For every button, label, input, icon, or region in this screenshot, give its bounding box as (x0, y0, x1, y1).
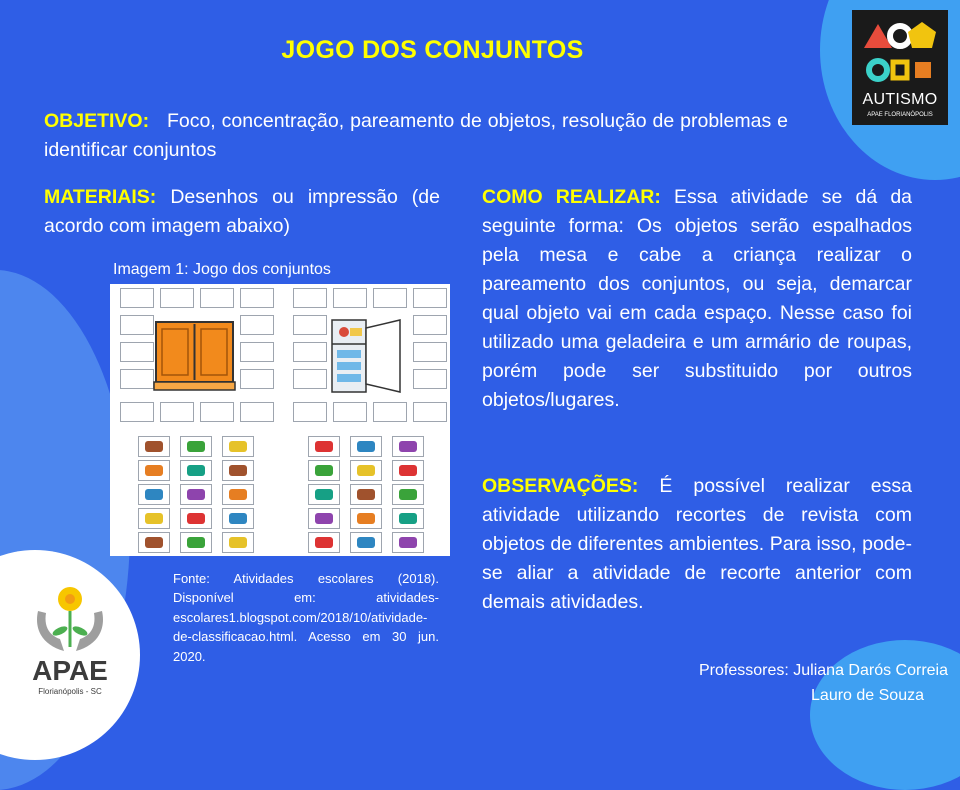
picture-card (138, 460, 170, 481)
teachers-line-1: Professores: Juliana Darós Correia (699, 662, 948, 679)
apae-logo (20, 575, 138, 705)
objetivo-label: OBJETIVO: (44, 110, 150, 132)
como-realizar-label: COMO REALIZAR: (482, 186, 661, 208)
empty-slot (413, 342, 447, 362)
empty-slot (333, 288, 367, 308)
observacoes-section (482, 472, 912, 617)
refrigerator-illustration (328, 318, 408, 394)
empty-slot (240, 288, 274, 308)
empty-slot (293, 342, 327, 362)
empty-slot (413, 369, 447, 389)
empty-slot (293, 402, 327, 422)
materiais-text: Desenhos ou impressão (de acordo com imagem abaixo) (44, 186, 440, 237)
picture-card (350, 508, 382, 529)
empty-slot (120, 402, 154, 422)
como-realizar-text: Essa atividade se dá da seguinte forma: Os objetos serão espalhados pela mesa e cabe a criança realizar o pareamento dos conjuntos, ou seja, demarcar qual objeto vai em cada espaço. Nesse caso foi utilizado uma geladeira e um armário de roupas, porém pode ser substituido por outros objetos/lugares. (482, 186, 913, 411)
picture-card (392, 484, 424, 505)
activity-image (110, 284, 450, 556)
empty-slot (293, 315, 327, 335)
empty-slot (120, 369, 154, 389)
picture-card (350, 532, 382, 553)
materiais-label: MATERIAIS: (44, 186, 157, 208)
page-title: JOGO DOS CONJUNTOS (281, 36, 584, 64)
picture-card (222, 460, 254, 481)
picture-card (222, 532, 254, 553)
picture-card (308, 508, 340, 529)
como-realizar-section (482, 183, 912, 415)
teachers-line-2: Lauro de Souza (811, 687, 924, 704)
autismo-logo-title: AUTISMO (862, 91, 938, 108)
empty-slot (200, 402, 234, 422)
apae-logo-subtitle: Florianópolis - SC (38, 687, 102, 696)
observacoes-label: OBSERVAÇÕES: (482, 475, 639, 497)
empty-slot (293, 288, 327, 308)
figure-caption: Imagem 1: Jogo dos conjuntos (113, 261, 331, 278)
empty-slot (200, 288, 234, 308)
apae-logo-title: APAE (32, 655, 108, 686)
empty-slot (413, 402, 447, 422)
autismo-shapes-icon (860, 16, 940, 88)
picture-card (308, 436, 340, 457)
teachers-credit (648, 658, 948, 708)
picture-card (308, 460, 340, 481)
objetivo-section (44, 107, 788, 165)
empty-slot (413, 288, 447, 308)
picture-card (180, 484, 212, 505)
empty-slot (120, 342, 154, 362)
empty-slot (160, 402, 194, 422)
empty-slot (240, 315, 274, 335)
autismo-logo-subtitle: APAE FLORIANÓPOLIS (867, 112, 933, 118)
picture-card (392, 460, 424, 481)
wardrobe-illustration (152, 320, 237, 392)
empty-slot (373, 402, 407, 422)
empty-slot (160, 288, 194, 308)
empty-slot (240, 369, 274, 389)
picture-card (392, 436, 424, 457)
source-citation: Fonte: Atividades escolares (2018). Disponível em: atividades-escolares1.blogspot.com/2018/10/atividade-de-classificacao.html. Acesso em 30 jun. 2020. (173, 571, 439, 664)
picture-card (392, 508, 424, 529)
materiais-section (44, 183, 440, 241)
picture-card (392, 532, 424, 553)
empty-slot (373, 288, 407, 308)
picture-card (222, 508, 254, 529)
picture-card (350, 460, 382, 481)
picture-card (308, 484, 340, 505)
picture-card (138, 484, 170, 505)
observacoes-text: É possível realizar essa atividade utilizando recortes de revista com objetos de diferentes ambientes. Para isso, pode-se aliar a atividade de recorte anterior com demais atividades. (482, 475, 912, 613)
picture-card (222, 436, 254, 457)
picture-card (180, 460, 212, 481)
apae-flower-hands-icon (30, 581, 110, 655)
empty-slot (413, 315, 447, 335)
picture-card (350, 484, 382, 505)
picture-card (180, 508, 212, 529)
picture-card (180, 436, 212, 457)
picture-card (350, 436, 382, 457)
autismo-logo (852, 10, 948, 125)
picture-card (138, 532, 170, 553)
empty-slot (333, 402, 367, 422)
picture-card (138, 508, 170, 529)
picture-card (180, 532, 212, 553)
empty-slot (120, 315, 154, 335)
empty-slot (240, 342, 274, 362)
picture-card (222, 484, 254, 505)
objetivo-text: Foco, concentração, pareamento de objetos, resolução de problemas e identificar conjuntos (44, 110, 788, 161)
picture-card (138, 436, 170, 457)
empty-slot (293, 369, 327, 389)
empty-slot (120, 288, 154, 308)
empty-slot (240, 402, 274, 422)
picture-card (308, 532, 340, 553)
